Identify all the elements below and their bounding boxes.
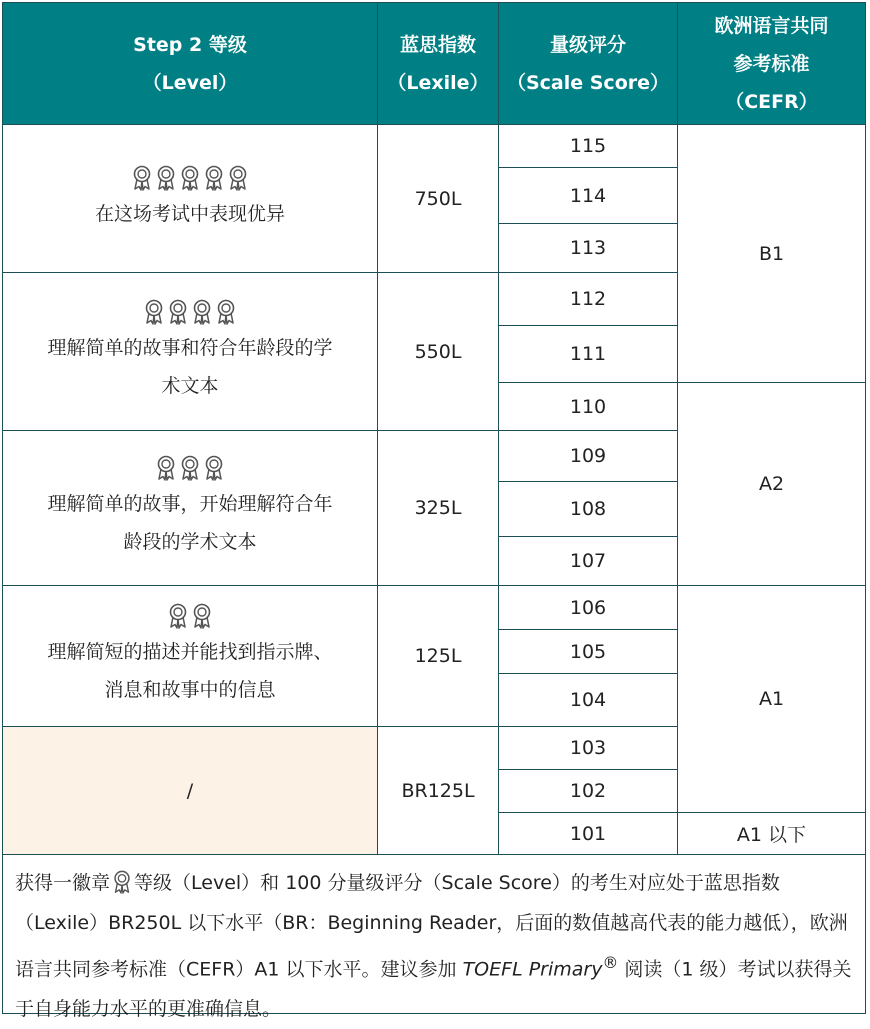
scale-score: 103 [569, 737, 607, 759]
level-description: / [186, 779, 194, 802]
scale-score: 105 [569, 640, 607, 663]
level-description-line: 龄段的学术文本 [123, 531, 257, 553]
header-lexile [378, 3, 498, 124]
scale-score: 106 [569, 596, 607, 619]
grid-line [498, 481, 678, 482]
cefr-level: A1 以下 [736, 824, 807, 846]
header-lexile-line2: （Lexile） [387, 71, 489, 94]
grid-line [498, 223, 678, 224]
grid-line [498, 629, 678, 630]
ribbon-badge-icon [179, 165, 201, 191]
ribbon-badge-icon [191, 299, 213, 325]
grid-line [498, 167, 678, 168]
scale-score: 109 [569, 445, 607, 467]
footnote-text-end: 阅读（1 级）考试以获得关于自身能力水平的更准确信息。 [15, 958, 852, 1021]
badge-row [167, 603, 213, 629]
badge-row [155, 455, 225, 481]
ribbon-badge-icon [155, 165, 177, 191]
level-cell [3, 273, 377, 430]
ribbon-badge-icon [227, 165, 249, 191]
scale-score: 101 [569, 822, 607, 845]
toefl-primary-brand: TOEFL Primary [462, 958, 603, 981]
header-level [3, 3, 377, 124]
cefr-level: A2 [758, 473, 785, 495]
header-scale-line1: 量级评分 [549, 33, 626, 56]
header-scale-score [499, 3, 677, 124]
header-scale-line2: （Scale Score） [506, 71, 670, 94]
grid-line [3, 726, 499, 727]
header-cefr-line2: 参考标准 [733, 52, 810, 75]
header-cefr [678, 3, 865, 124]
level-description-line: 术文本 [161, 374, 219, 397]
level-description-line: 理解简单的故事和符合年龄段的学 [47, 336, 333, 359]
scale-score: 112 [569, 288, 607, 310]
scale-score: 113 [569, 237, 607, 259]
level-cell [3, 586, 377, 726]
ribbon-badge-icon [167, 603, 189, 629]
scale-score: 108 [569, 498, 607, 520]
footnote-text-middle: 等级（Level）和 100 分量级评分（Scale Score）的考生对应处于蓝思指数（Lexile）BR250L 以下水平（BR：Beginning Reader，后面的数值越高代表的能力越低），欧洲语言共同参考标准（CEFR）A1 以下水平。建议参加 [15, 872, 848, 981]
scale-score: 115 [569, 135, 607, 157]
header-cefr-line3: （CEFR） [725, 90, 818, 113]
level-cell [3, 431, 377, 585]
level-description [35, 329, 344, 405]
level-cell [3, 125, 377, 272]
level-description [35, 485, 344, 561]
scale-score: 102 [569, 780, 607, 802]
cefr-level: A1 [758, 688, 785, 710]
cefr-level: B1 [758, 242, 785, 265]
lexile-value: 325L [414, 497, 462, 519]
header-level-line1: Step 2 等级 [133, 33, 247, 56]
grid-line [498, 769, 678, 770]
header-cefr-line1: 欧洲语言共同 [714, 14, 829, 37]
ribbon-badge-icon [191, 603, 213, 629]
ribbon-badge-icon [179, 455, 201, 481]
lexile-value: 125L [414, 645, 462, 667]
grid-line [3, 585, 499, 586]
grid-line [677, 585, 865, 586]
grid-line [498, 272, 678, 273]
header-lexile-line1: 蓝思指数 [399, 33, 476, 56]
header-level-line2: （Level） [142, 71, 238, 94]
lexile-value: 550L [414, 340, 462, 363]
ribbon-badge-icon [111, 870, 133, 894]
badge-row [131, 165, 249, 191]
level-description: 在这场考试中表现优异 [94, 202, 285, 225]
grid-line [498, 536, 678, 537]
ribbon-badge-icon [155, 455, 177, 481]
grid-line [3, 430, 499, 431]
grid-line [498, 430, 678, 431]
grid-line [498, 812, 865, 813]
level-cell [3, 727, 377, 854]
grid-line [498, 382, 865, 383]
ribbon-badge-icon [203, 165, 225, 191]
level-description-line: 理解简单的故事，开始理解符合年 [47, 493, 333, 515]
level-description-line: 理解简短的描述并能找到指示牌、 [47, 641, 333, 663]
ribbon-badge-icon [215, 299, 237, 325]
grid-line [498, 585, 678, 586]
grid-line [498, 726, 678, 727]
scale-score: 104 [569, 689, 607, 711]
grid-line [3, 272, 499, 273]
scale-score: 111 [569, 343, 607, 365]
grid-line [498, 673, 678, 674]
ribbon-badge-icon [131, 165, 153, 191]
ribbon-badge-icon [203, 455, 225, 481]
badge-row [143, 299, 237, 325]
footnote-text-start: 获得一徽章 [15, 872, 111, 894]
scale-score: 114 [569, 184, 607, 207]
grid-line [498, 325, 678, 326]
ribbon-badge-icon [167, 299, 189, 325]
level-description [35, 633, 344, 709]
scale-score: 110 [569, 395, 607, 418]
registered-mark: ® [602, 953, 619, 972]
grid-line [3, 124, 865, 125]
scale-score: 107 [569, 550, 607, 572]
ribbon-badge-icon [143, 299, 165, 325]
level-description-line: 消息和故事中的信息 [104, 679, 276, 701]
footnote [3, 855, 865, 1021]
lexile-value: BR125L [401, 779, 475, 802]
lexile-value: 750L [414, 187, 462, 210]
